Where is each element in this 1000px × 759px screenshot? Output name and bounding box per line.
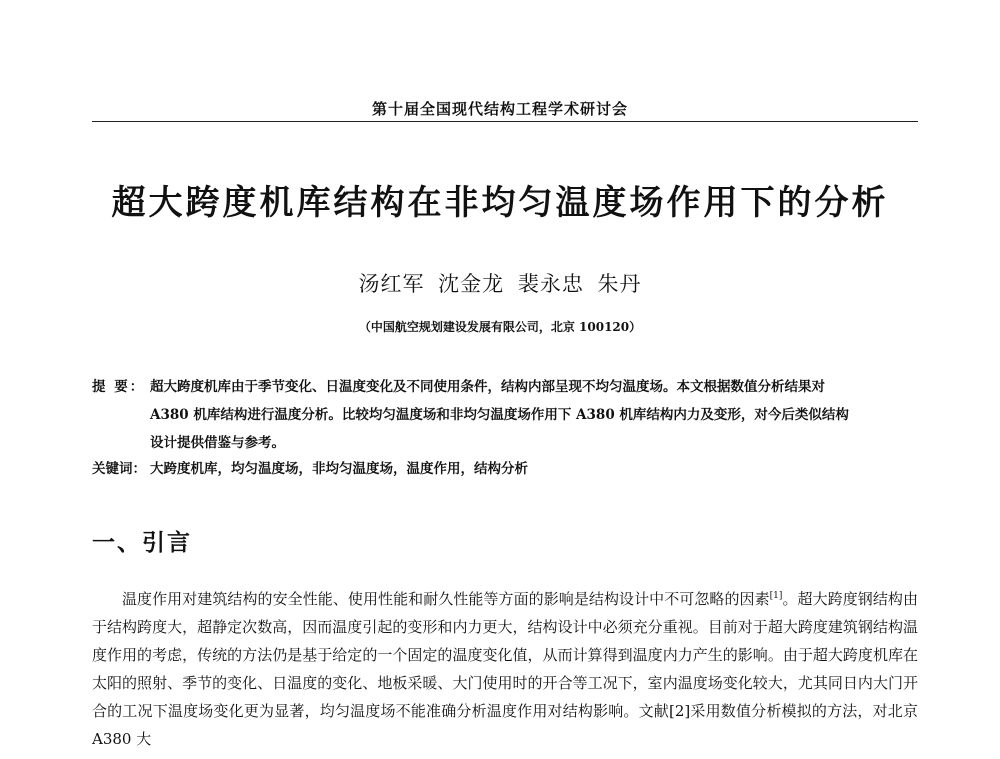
author-list: 汤红军 沈金龙 裴永忠 朱丹 bbox=[358, 272, 642, 296]
reference-marker: [1] bbox=[769, 591, 783, 601]
affiliation: （中国航空规划建设发展有限公司，北京 100120） bbox=[358, 320, 642, 334]
keywords bbox=[92, 457, 918, 481]
section-heading: 一、引言 bbox=[92, 530, 192, 556]
body-paragraph bbox=[92, 582, 918, 753]
abstract-label: 提 要： bbox=[92, 379, 146, 395]
keywords-label: 关键词： bbox=[92, 461, 146, 477]
running-header: 第十届全国现代结构工程学术研讨会 bbox=[371, 100, 628, 118]
paragraph-text-start: 温度作用对建筑结构的安全性能、使用性能和耐久性能等方面的影响是结构设计中不可忽略的因素 bbox=[122, 590, 770, 608]
abstract-line bbox=[92, 373, 918, 401]
abstract-line-text: 超大跨度机库由于季节变化、日温度变化及不同使用条件，结构内部呈现不均匀温度场。本文根据数值分析结果对 bbox=[150, 379, 825, 395]
abstract bbox=[92, 373, 918, 457]
abstract-line-text: 设计提供借鉴与参考。 bbox=[150, 435, 285, 451]
abstract-line bbox=[92, 401, 918, 429]
paragraph-text-rest: 。超大跨度钢结构由于结构跨度大，超静定次数高，因而温度引起的变形和内力更大，结构设计中必须充分重视。目前对于超大跨度建筑钢结构温度作用的考虑，传统的方法仍是基于给定的一个固定的温度变化值，从而计算得到温度内力产生的影响。由于超大跨度机库在太阳的照射、季节的变化、日温度的变化、地板采暖、大门使用时的开合等工况下，室内温度场变化较大，尤其同日内大门开合的工况下温度场变化更为显著，均匀温度场不能准确分析温度作用对结构影响。文献[2]采用数值分析模拟的方法，对北京 A380 大 bbox=[92, 590, 918, 748]
keywords-text: 大跨度机库，均匀温度场，非均匀温度场，温度作用，结构分析 bbox=[150, 461, 528, 477]
paragraph bbox=[92, 582, 918, 753]
header-rule bbox=[92, 121, 918, 122]
abstract-line-text: A380 机库结构进行温度分析。比较均匀温度场和非均匀温度场作用下 A380 机库结构内力及变形，对今后类似结构 bbox=[150, 407, 849, 423]
abstract-line bbox=[92, 429, 918, 457]
paper-title: 超大跨度机库结构在非均匀温度场作用下的分析 bbox=[111, 183, 889, 223]
